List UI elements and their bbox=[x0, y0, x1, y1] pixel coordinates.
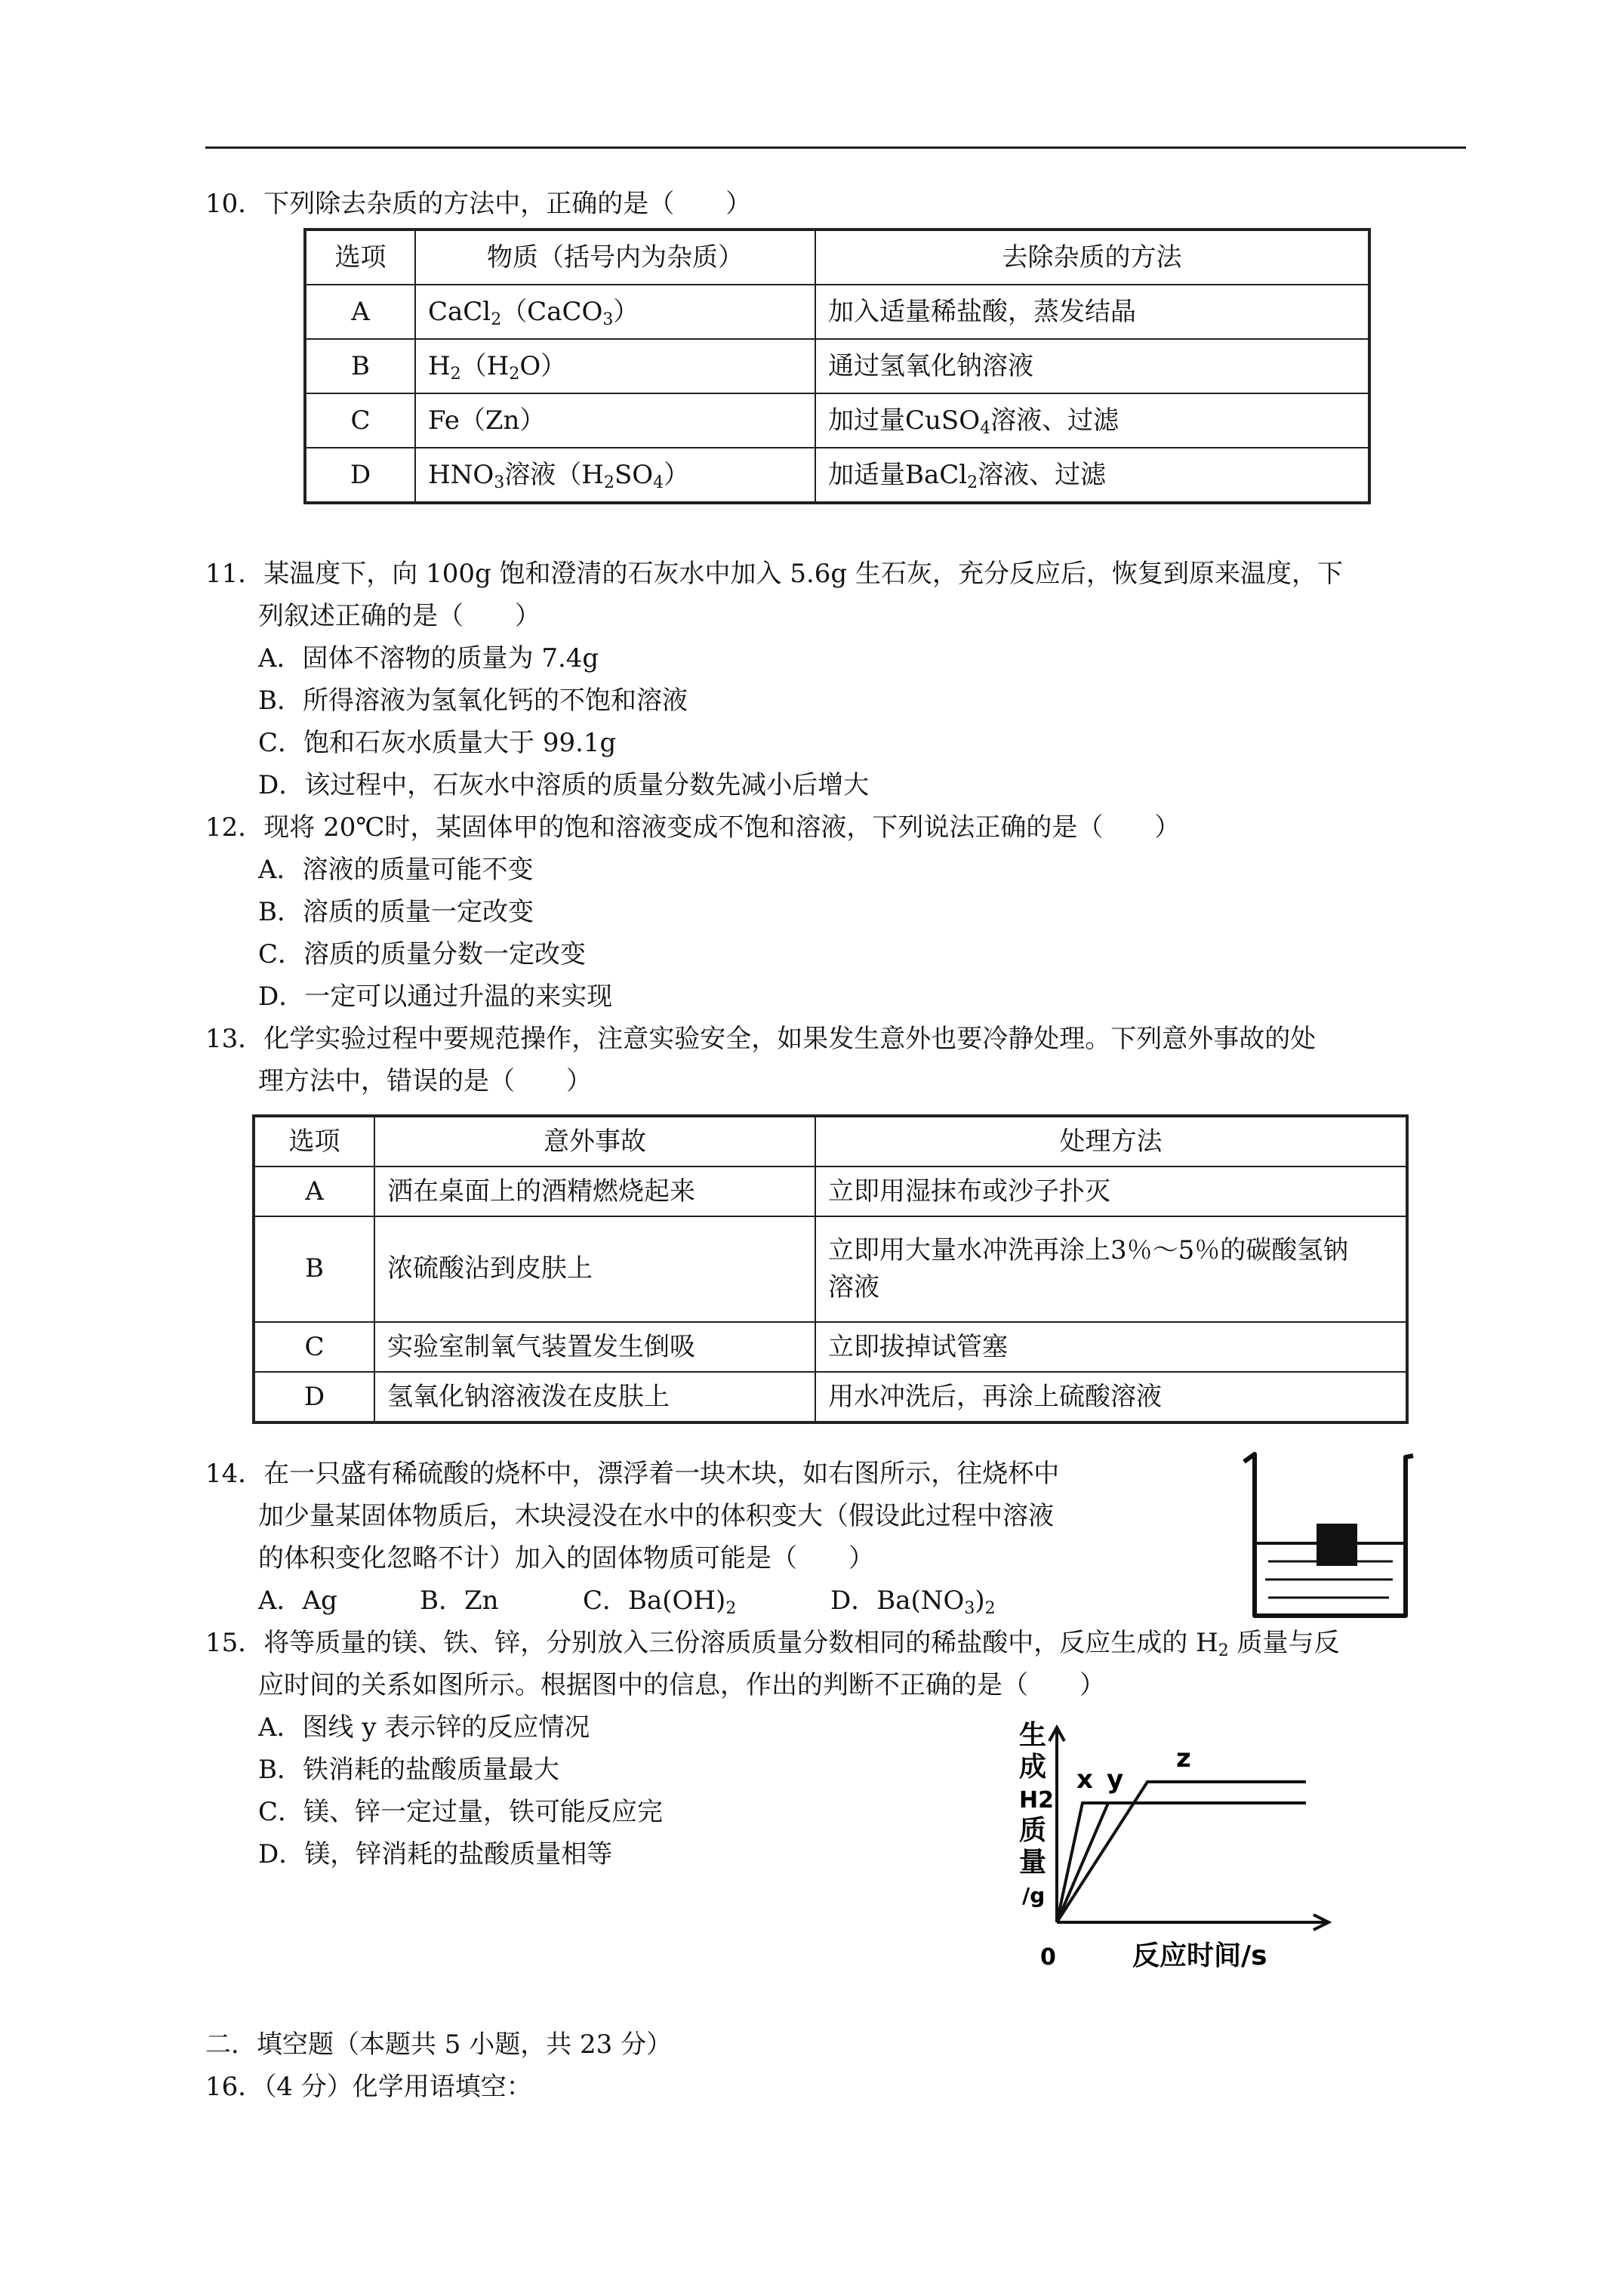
q13-row-c-method: 立即拔掉试管塞 bbox=[815, 1322, 1407, 1372]
q11-stem-line1: 11．某温度下，向 100g 饱和澄清的石灰水中加入 5.6g 生石灰，充分反应后，恢复到原来温度，下 bbox=[205, 559, 1343, 589]
graph-ylabel-char-2: 成 bbox=[1019, 1752, 1047, 1783]
q14-stem-line2: 加少量某固体物质后，木块浸没在水中的体积变大（假设此过程中溶液 bbox=[258, 1501, 1054, 1531]
q10-row-b-method: 通过氢氧化钠溶液 bbox=[815, 339, 1369, 393]
liquid-lines bbox=[1265, 1561, 1393, 1598]
wood-block bbox=[1317, 1524, 1357, 1566]
beaker-figure bbox=[1238, 1450, 1419, 1623]
table-row bbox=[254, 1322, 1407, 1372]
q10-row-c-method: 加过量CuSO$_4$溶液、过滤 bbox=[815, 393, 1369, 448]
header-rule bbox=[205, 146, 1466, 149]
q10-row-d-substance: $HNO_3$溶液$(H_2SO_4)$ bbox=[415, 448, 815, 503]
graph-ylabel-char-4: 质 bbox=[1019, 1815, 1047, 1846]
table-row bbox=[305, 393, 1369, 448]
q13-row-c-option: C bbox=[254, 1322, 374, 1372]
graph-ylabel-char-6: /g bbox=[1022, 1883, 1046, 1908]
q15-option-d: D．镁，锌消耗的盐酸质量相等 bbox=[258, 1839, 613, 1869]
q10-header-option: 选项 bbox=[305, 230, 415, 285]
graph-label-x: x bbox=[1076, 1764, 1093, 1795]
q12-stem: 12．现将 20℃时，某固体甲的饱和溶液变成不饱和溶液，下列说法正确的是（ ） bbox=[205, 812, 1181, 843]
table-row bbox=[254, 1216, 1407, 1322]
graph-xlabel: 反应时间/s bbox=[1132, 1940, 1267, 1971]
q13-row-c-accident: 实验室制氧气装置发生倒吸 bbox=[374, 1322, 815, 1372]
q14-option-b: B．Zn bbox=[420, 1586, 499, 1616]
q13-header-method: 处理方法 bbox=[815, 1116, 1407, 1166]
graph-ylabel-char-5: 量 bbox=[1019, 1847, 1047, 1878]
q15-stem-line1: 15．将等质量的镁、铁、锌，分别放入三份溶质质量分数相同的稀盐酸中，反应生成的 $H_2$ 质量与反 bbox=[205, 1628, 1340, 1660]
q10-table bbox=[303, 228, 1371, 504]
q13-row-d-option: D bbox=[254, 1372, 374, 1422]
q10-row-a-option: A bbox=[305, 285, 415, 339]
q10-row-a-substance: CaCl$_2$（CaCO$_3$） bbox=[415, 285, 815, 339]
graph-line-y bbox=[1057, 1803, 1108, 1922]
q14-option-c: C．$Ba(OH)_2$ bbox=[583, 1586, 737, 1618]
q13-table bbox=[252, 1114, 1409, 1424]
graph-ylabel-char-1: 生 bbox=[1019, 1720, 1047, 1751]
table-row bbox=[305, 339, 1369, 393]
q10-row-d-option: D bbox=[305, 448, 415, 503]
q13-row-b-method-line2: 溶液 bbox=[828, 1272, 879, 1302]
reaction-graph bbox=[996, 1712, 1344, 1977]
q13-header-accident: 意外事故 bbox=[374, 1116, 815, 1166]
q13-row-a-option: A bbox=[254, 1166, 374, 1216]
q13-row-a-method: 立即用湿抹布或沙子扑灭 bbox=[815, 1166, 1407, 1216]
q11-option-b: B．所得溶液为氢氧化钙的不饱和溶液 bbox=[258, 686, 688, 716]
q13-row-b-method bbox=[815, 1216, 1407, 1322]
q14-option-d: D．$Ba(NO_3)_2$ bbox=[830, 1586, 996, 1618]
q10-row-c-option: C bbox=[305, 393, 415, 448]
q13-table-header bbox=[254, 1116, 1407, 1166]
q14-option-a: A．Ag bbox=[258, 1586, 337, 1616]
q13-stem-line2: 理方法中，错误的是（ ） bbox=[258, 1066, 592, 1096]
q11-option-a: A．固体不溶物的质量为 7.4g bbox=[258, 643, 599, 673]
q10-stem: 10．下列除去杂质的方法中，正确的是（ ） bbox=[205, 189, 752, 219]
q14-stem-line1: 14．在一只盛有稀硫酸的烧杯中，漂浮着一块木块，如右图所示，往烧杯中 bbox=[205, 1459, 1060, 1489]
q15-option-a: A．图线 y 表示锌的反应情况 bbox=[258, 1712, 590, 1743]
q10-header-substance: 物质（括号内为杂质） bbox=[415, 230, 815, 285]
q13-row-d-accident: 氢氧化钠溶液泼在皮肤上 bbox=[374, 1372, 815, 1422]
q13-row-a-accident: 洒在桌面上的酒精燃烧起来 bbox=[374, 1166, 815, 1216]
q11-stem-line2: 列叙述正确的是（ ） bbox=[258, 601, 540, 631]
q11-option-d: D．该过程中，石灰水中溶质的质量分数先减小后增大 bbox=[258, 770, 870, 800]
q12-option-c: C．溶质的质量分数一定改变 bbox=[258, 939, 587, 969]
q14-stem-line3: 的体积变化忽略不计）加入的固体物质可能是（ ） bbox=[258, 1543, 874, 1573]
q11-option-c: C．饱和石灰水质量大于 99.1g bbox=[258, 728, 617, 758]
q10-row-a-method: 加入适量稀盐酸，蒸发结晶 bbox=[815, 285, 1369, 339]
q10-header-method: 去除杂质的方法 bbox=[815, 230, 1369, 285]
q13-row-b-accident: 浓硫酸沾到皮肤上 bbox=[374, 1216, 815, 1322]
q12-option-a: A．溶液的质量可能不变 bbox=[258, 855, 534, 885]
graph-ylabel-char-3: H2 bbox=[1019, 1787, 1054, 1814]
q13-header-option: 选项 bbox=[254, 1116, 374, 1166]
q15-option-b: B．铁消耗的盐酸质量最大 bbox=[258, 1755, 559, 1785]
graph-label-z: z bbox=[1176, 1743, 1191, 1774]
q10-row-c-substance: Fe（Zn） bbox=[415, 393, 815, 448]
table-row bbox=[254, 1372, 1407, 1422]
section2-title: 二．填空题（本题共 5 小题，共 23 分） bbox=[205, 2029, 673, 2060]
graph-origin: 0 bbox=[1040, 1944, 1056, 1971]
q13-row-d-method: 用水冲洗后，再涂上硫酸溶液 bbox=[815, 1372, 1407, 1422]
q16-stem: 16．（4 分）化学用语填空： bbox=[205, 2072, 532, 2102]
q13-row-b-method-line1: 立即用大量水冲洗再涂上3％～5％的碳酸氢钠 bbox=[828, 1234, 1349, 1265]
q10-table-header bbox=[305, 230, 1369, 285]
table-row bbox=[305, 448, 1369, 503]
q12-option-b: B．溶质的质量一定改变 bbox=[258, 897, 534, 927]
q10-row-d-method: 加适量BaCl$_2$溶液、过滤 bbox=[815, 448, 1369, 503]
graph-label-y: y bbox=[1107, 1764, 1124, 1795]
q13-row-b-option: B bbox=[254, 1216, 374, 1322]
table-row bbox=[254, 1166, 1407, 1216]
q15-option-c: C．镁、锌一定过量，铁可能反应完 bbox=[258, 1797, 664, 1827]
q10-row-b-substance: $H_2(H_2O)$ bbox=[415, 339, 815, 393]
table-row bbox=[305, 285, 1369, 339]
q13-stem-line1: 13．化学实验过程中要规范操作，注意实验安全，如果发生意外也要冷静处理。下列意外事故的处 bbox=[205, 1024, 1317, 1054]
q15-stem-line2: 应时间的关系如图所示。根据图中的信息，作出的判断不正确的是（ ） bbox=[258, 1670, 1105, 1700]
q12-option-d: D．一定可以通过升温的来实现 bbox=[258, 982, 613, 1012]
q10-row-b-option: B bbox=[305, 339, 415, 393]
